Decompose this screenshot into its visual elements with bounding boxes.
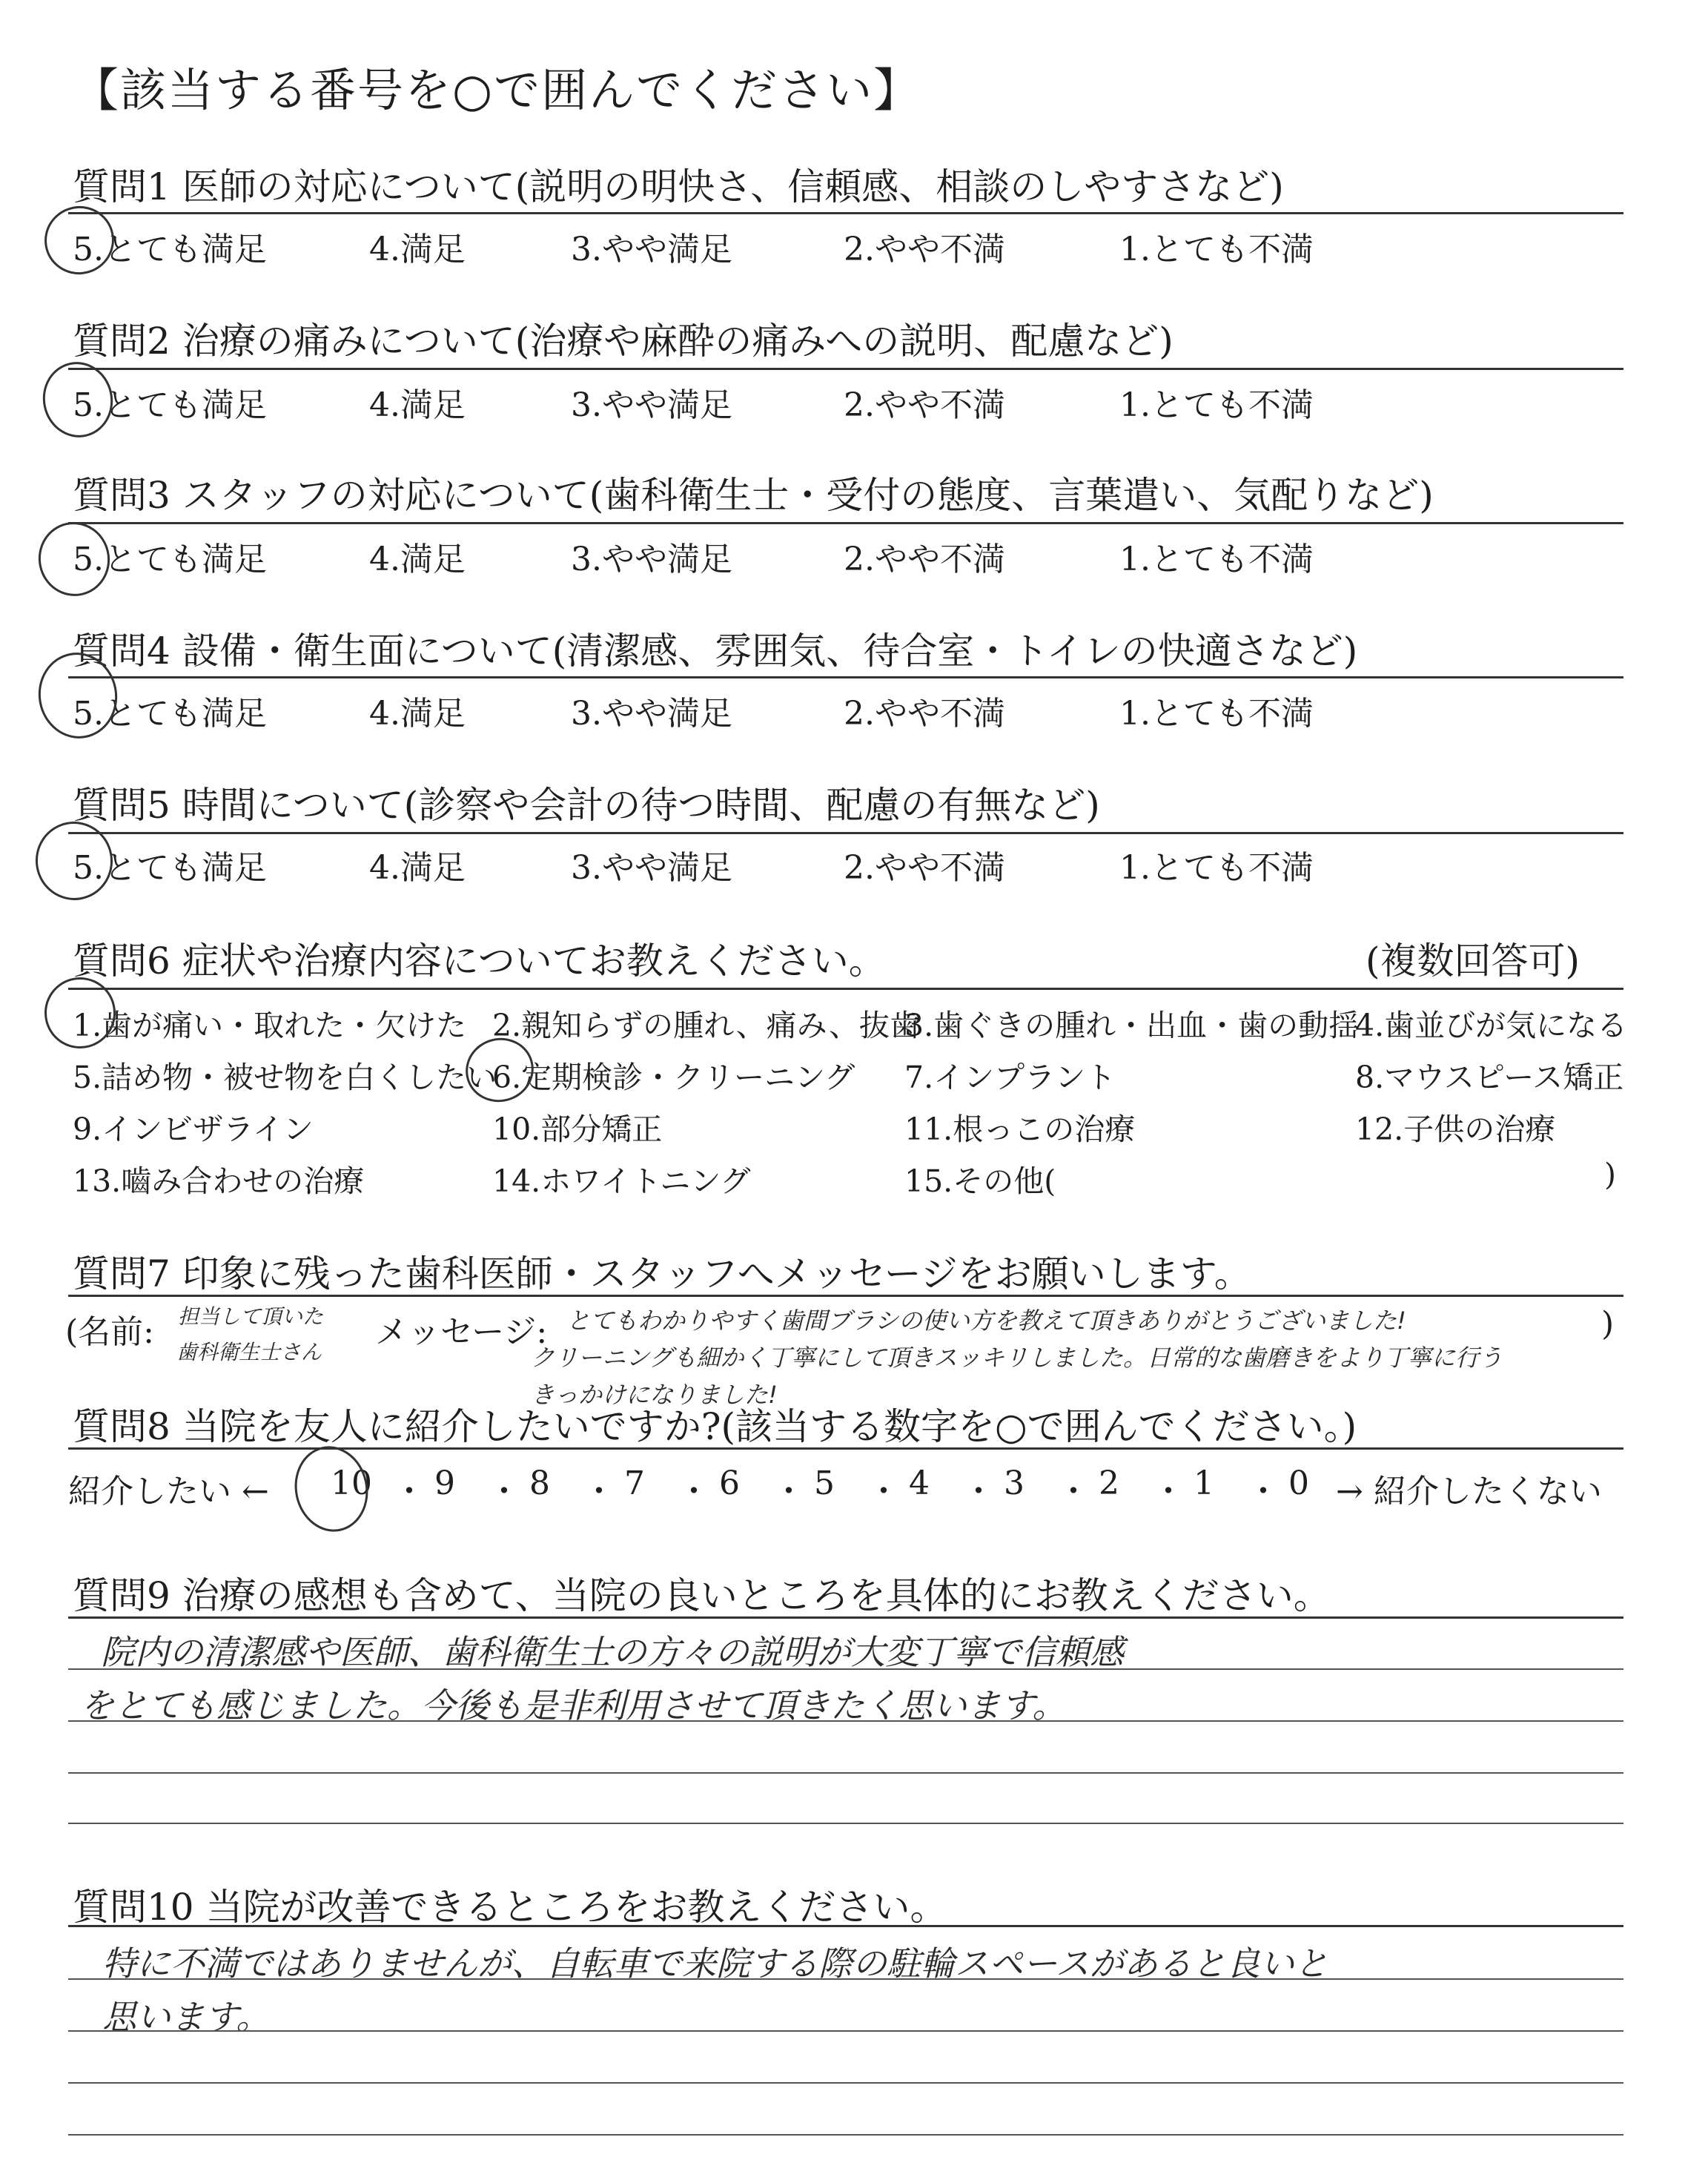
- q6-option-1[interactable]: 1.歯が痛い・取れた・欠けた: [73, 1008, 467, 1043]
- message-label: メッセージ:: [375, 1313, 548, 1351]
- option-1[interactable]: 1.とても不満: [1119, 849, 1314, 887]
- scale-1[interactable]: 1: [1194, 1464, 1214, 1502]
- q6-option-5[interactable]: 5.詰め物・被せ物を白くしたい: [73, 1060, 497, 1095]
- scale-5[interactable]: 5: [814, 1464, 835, 1502]
- scale-right-label: → 紹介したくない: [1336, 1473, 1602, 1510]
- question-4-options: [73, 687, 1600, 733]
- question-5-rule: [68, 832, 1623, 834]
- q6-option-6[interactable]: 6.定期検診・クリーニング: [492, 1060, 855, 1095]
- q10-line-4: [68, 2134, 1623, 2136]
- option-5[interactable]: 5.とても満足: [73, 849, 267, 887]
- scale-10[interactable]: 10: [331, 1464, 372, 1502]
- q6-option-8[interactable]: 8.マウスピース矯正: [1355, 1060, 1624, 1095]
- question-2-title: 質問2 治療の痛みについて(治療や麻酔の痛みへの説明、配慮など): [73, 320, 1174, 363]
- question-3-rule: [68, 522, 1623, 524]
- option-1[interactable]: 1.とても不満: [1119, 231, 1314, 268]
- q6-option-7[interactable]: 7.インプラント: [904, 1060, 1116, 1095]
- q10-answer-line-1: 特に不満ではありませんが、自転車で来院する際の駐輪スペースがあると良いと: [102, 1943, 1328, 1984]
- q6-option-15[interactable]: 15.その他(: [904, 1163, 1056, 1199]
- scale-dot: ・: [583, 1473, 615, 1510]
- question-8-rule: [68, 1447, 1623, 1450]
- q10-line-3: [68, 2082, 1623, 2084]
- q9-answer-line-1: 院内の清潔感や医師、歯科衛生士の方々の説明が大変丁寧で信頼感: [101, 1632, 1124, 1672]
- q10-answer-line-2: 思います。: [102, 1997, 271, 2037]
- option-2[interactable]: 2.やや不満: [844, 849, 1005, 887]
- option-3[interactable]: 3.やや満足: [571, 695, 732, 733]
- question-3-title: 質問3 スタッフの対応について(歯科衛生士・受付の態度、言葉遣い、気配りなど): [73, 474, 1434, 517]
- option-3[interactable]: 3.やや満足: [571, 231, 732, 268]
- option-1[interactable]: 1.とても不満: [1119, 695, 1314, 733]
- option-4[interactable]: 4.満足: [369, 231, 466, 268]
- q9-line-4: [68, 1823, 1623, 1824]
- scale-3[interactable]: 3: [1004, 1464, 1025, 1502]
- option-4[interactable]: 4.満足: [369, 695, 466, 733]
- q9-line-2: [68, 1720, 1623, 1722]
- question-2-rule: [68, 368, 1623, 370]
- option-3[interactable]: 3.やや満足: [571, 849, 732, 887]
- q6-option-2[interactable]: 2.親知らずの腫れ、痛み、抜歯: [492, 1008, 921, 1043]
- question-9-title: 質問9 治療の感想も含めて、当院の良いところを具体的にお教えください。: [73, 1574, 1331, 1617]
- scale-2[interactable]: 2: [1099, 1464, 1119, 1502]
- scale-dot: ・: [488, 1473, 520, 1510]
- option-5[interactable]: 5.とても満足: [73, 386, 267, 424]
- option-3[interactable]: 3.やや満足: [571, 541, 732, 578]
- q10-line-2: [68, 2030, 1623, 2032]
- option-5[interactable]: 5.とても満足: [73, 695, 267, 733]
- scale-dot: ・: [962, 1473, 995, 1510]
- message-close-paren: ): [1601, 1305, 1615, 1343]
- question-7-rule: [68, 1295, 1623, 1297]
- scale-4[interactable]: 4: [909, 1464, 930, 1502]
- option-2[interactable]: 2.やや不満: [844, 231, 1005, 268]
- option-2[interactable]: 2.やや不満: [844, 695, 1005, 733]
- q6-option-11[interactable]: 11.根っこの治療: [904, 1112, 1136, 1147]
- question-1-rule: [68, 212, 1623, 214]
- message-line-3: きっかけになりました!: [531, 1381, 778, 1409]
- question-7-title: 質問7 印象に残った歯科医師・スタッフへメッセージをお願いします。: [73, 1252, 1251, 1295]
- q6-option-10[interactable]: 10.部分矯正: [492, 1112, 663, 1147]
- scale-dot: ・: [772, 1473, 805, 1510]
- question-1-title: 質問1 医師の対応について(説明の明快さ、信頼感、相談のしやすさなど): [73, 165, 1284, 208]
- question-3-options: [73, 532, 1600, 578]
- name-handwritten-line-2: 歯科衛生士さん: [176, 1340, 322, 1364]
- scale-8[interactable]: 8: [529, 1464, 550, 1502]
- question-2-options: [73, 378, 1600, 424]
- scale-7[interactable]: 7: [624, 1464, 645, 1502]
- q6-option-14[interactable]: 14.ホワイトニング: [492, 1163, 751, 1199]
- name-label: (名前:: [65, 1313, 154, 1351]
- option-2[interactable]: 2.やや不満: [844, 541, 1005, 578]
- scale-dot: ・: [678, 1473, 710, 1510]
- scale-left-label: 紹介したい ←: [68, 1473, 269, 1510]
- q9-answer-line-2: をとても感じました。今後も是非利用させて頂きたく思います。: [80, 1685, 1067, 1725]
- question-10-title: 質問10 当院が改善できるところをお教えください。: [73, 1886, 947, 1929]
- scale-dot: ・: [1152, 1473, 1185, 1510]
- question-8-title: 質問8 当院を友人に紹介したいですか?(該当する数字を○で囲んでください。): [73, 1405, 1357, 1448]
- scale-6[interactable]: 6: [719, 1464, 740, 1502]
- question-6-title: 質問6 症状や治療内容についてお教えください。: [73, 939, 886, 982]
- option-3[interactable]: 3.やや満足: [571, 386, 732, 424]
- selection-circle: [32, 515, 117, 603]
- question-10-rule: [68, 1925, 1623, 1927]
- option-5[interactable]: 5.とても満足: [73, 541, 267, 578]
- option-1[interactable]: 1.とても不満: [1119, 541, 1314, 578]
- q9-line-1: [68, 1668, 1623, 1670]
- q10-line-1: [68, 1978, 1623, 1980]
- question-6-note: (複数回答可): [1366, 939, 1580, 982]
- q9-line-3: [68, 1772, 1623, 1774]
- question-1-options: [73, 222, 1600, 268]
- scale-dot: ・: [1247, 1473, 1280, 1510]
- name-handwritten-line-1: 担当して頂いた: [178, 1304, 324, 1329]
- selection-circle: [30, 816, 119, 906]
- question-5-options: [73, 841, 1600, 887]
- scale-dot: ・: [393, 1473, 426, 1510]
- question-9-rule: [68, 1616, 1623, 1619]
- scale-0[interactable]: 0: [1288, 1464, 1309, 1502]
- option-1[interactable]: 1.とても不満: [1119, 386, 1314, 424]
- option-4[interactable]: 4.満足: [369, 849, 466, 887]
- selection-circle: [287, 1439, 376, 1539]
- question-5-title: 質問5 時間について(診察や会計の待つ時間、配慮の有無など): [73, 784, 1100, 827]
- scale-dot: ・: [867, 1473, 900, 1510]
- question-4-rule: [68, 676, 1623, 678]
- q6-option-13[interactable]: 13.嚙み合わせの治療: [73, 1163, 365, 1199]
- scale-9[interactable]: 9: [434, 1464, 455, 1502]
- message-line-1: とてもわかりやすく歯間ブラシの使い方を教えて頂きありがとうございました!: [566, 1307, 1406, 1335]
- option-5[interactable]: 5.とても満足: [73, 231, 267, 268]
- option-4[interactable]: 4.満足: [369, 541, 466, 578]
- q6-option-4[interactable]: 4.歯並びが気になる: [1355, 1008, 1628, 1043]
- page-heading: 【該当する番号を○で囲んでください】: [73, 63, 921, 117]
- question-4-title: 質問4 設備・衛生面について(清潔感、雰囲気、待合室・トイレの快適さなど): [73, 630, 1358, 673]
- question-6-rule: [68, 988, 1623, 990]
- option-2[interactable]: 2.やや不満: [844, 386, 1005, 424]
- scale-dot: ・: [1057, 1473, 1090, 1510]
- message-line-2: クリーニングも細かく丁寧にして頂きスッキリしました。日常的な歯磨きをより丁寧に行う: [531, 1344, 1503, 1372]
- q6-option-9[interactable]: 9.インビザライン: [73, 1112, 314, 1147]
- option-4[interactable]: 4.満足: [369, 386, 466, 424]
- q6-option-3[interactable]: 3.歯ぐきの腫れ・出血・歯の動揺: [904, 1008, 1360, 1043]
- q6-option-15-close: ): [1604, 1157, 1616, 1192]
- q6-option-12[interactable]: 12.子供の治療: [1355, 1112, 1556, 1147]
